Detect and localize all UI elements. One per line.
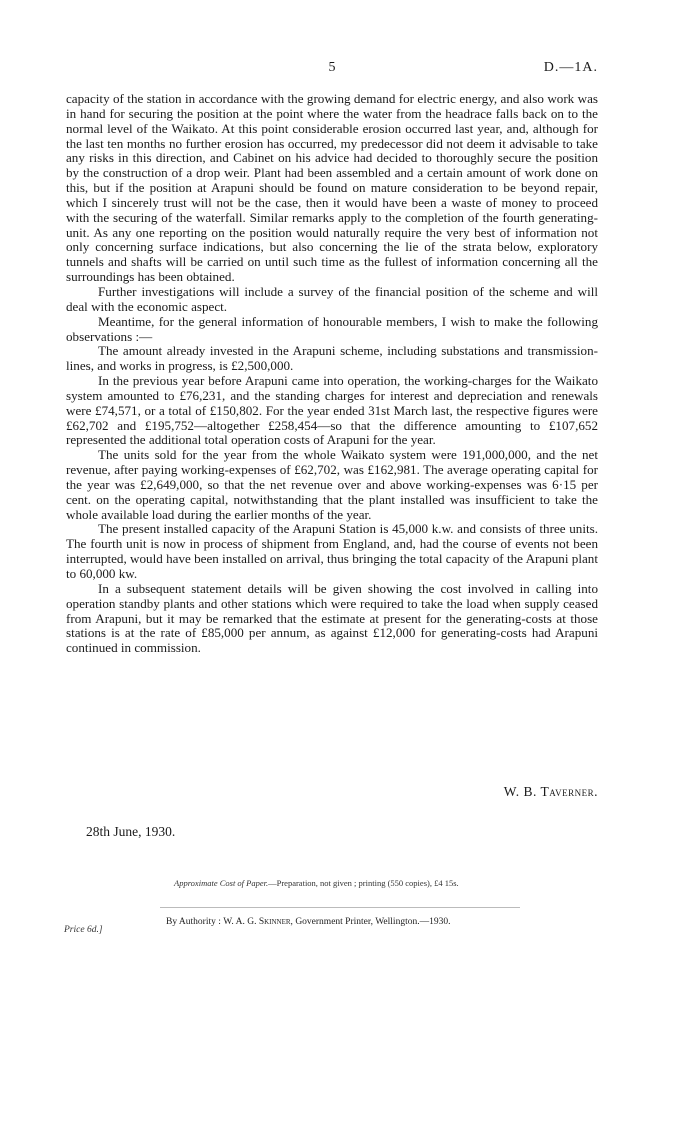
cost-note-text: —Preparation, not given ; printing (550 copies), £4 15s. — [268, 878, 459, 888]
paragraph: Further investigations will include a survey of the financial position of the scheme and will deal with the economic aspect. — [66, 283, 598, 314]
cost-note — [174, 878, 459, 888]
paragraph: The amount already invested in the Arapuni scheme, including substations and transmission-lines, and works in progress, is £2,500,000. — [66, 343, 598, 374]
signature: W. B. Taverner. — [503, 784, 598, 799]
body-text — [66, 92, 598, 656]
price-note: Price 6d.] — [64, 925, 103, 935]
printer-authority — [166, 917, 450, 927]
divider — [160, 907, 520, 908]
paragraph: In a subsequent statement details will be given showing the cost involved in calling into operation standby plants and other stations which were required to take the load when supply ceased from Arapuni, but it may be remarked that the estimate at present for the generating-costs at those stations is at the rate of £85,000 per annum, as against £12,000 for generating-costs had Arapuni continued in commission. — [66, 580, 598, 656]
paragraph: The units sold for the year from the whole Waikato system were 191,000,000, and the net revenue, after paying working-expenses of £62,702, was £162,981. The average operating capital for the year was £2,649,000, so that the net revenue over and above working-expenses was 6·15 per cent. on the operating capital, notwithstanding that the plant installed was insufficient to take the whole available load during the earlier months of the year. — [66, 447, 598, 522]
paragraph: The present installed capacity of the Arapuni Station is 45,000 k.w. and consists of three units. The fourth unit is now in process of shipment from England, and, had the course of events not been interrupted, would have been installed on arrival, thus bringing the total capacity of the Arapuni plant to 60,000 kw. — [66, 521, 598, 581]
cost-note-label: Approximate Cost of Paper. — [174, 878, 269, 888]
paragraph: Meantime, for the general information of honourable members, I wish to make the following observations :— — [66, 313, 598, 344]
page-header — [66, 60, 598, 80]
paragraph: In the previous year before Arapuni came into operation, the working-charges for the Waikato system amounted to £76,231, and the standing charges for interest and depreciation and renewals were £74,571, or a total of £150,802. For the year ended 31st March last, the respective figures were £62,702 and £195,752—altogether £258,454—so that the difference amounting to £107,652 represented the additional total operation costs of Arapuni for the year. — [66, 373, 598, 448]
printer-name: W. A. G. Skinner, — [223, 917, 293, 927]
date-line: 28th June, 1930. — [86, 824, 176, 839]
authority-suffix: Government Printer, Wellington.—1930. — [295, 917, 451, 927]
document-reference: D.—1A. — [543, 60, 598, 75]
authority-prefix: By Authority : — [166, 917, 221, 927]
paragraph-continued: capacity of the station in accordance with the growing demand for electric energy, and also work was in hand for securing the position at the point where the water from the headrace falls back on to the normal level of the Waikato. At this point considerable erosion occurred last year, and, although for the last ten months no further erosion has occurred, my predecessor did not deem it advisable to take any risks in this direction, and Cabinet on his advice had decided to thoroughly secure the position by the construction of a drop weir. Plant had been assembled and a certain amount of work done on this, but if the position at Arapuni should be found on mature consideration to be beyond repair, which I sincerely trust will not be the case, then it would have been a waste of money to proceed with the securing of the waterfall. Similar remarks apply to the completion of the fourth generating-unit. As any one reporting on the position would naturally require the very best of information not only concerning surface indications, but also concerning the lie of the strata below, exploratory tunnels and shafts will be carried on until such time as the fullest of information concerning all the surroundings has been obtained. — [66, 91, 598, 285]
page-number: 5 — [328, 60, 336, 75]
